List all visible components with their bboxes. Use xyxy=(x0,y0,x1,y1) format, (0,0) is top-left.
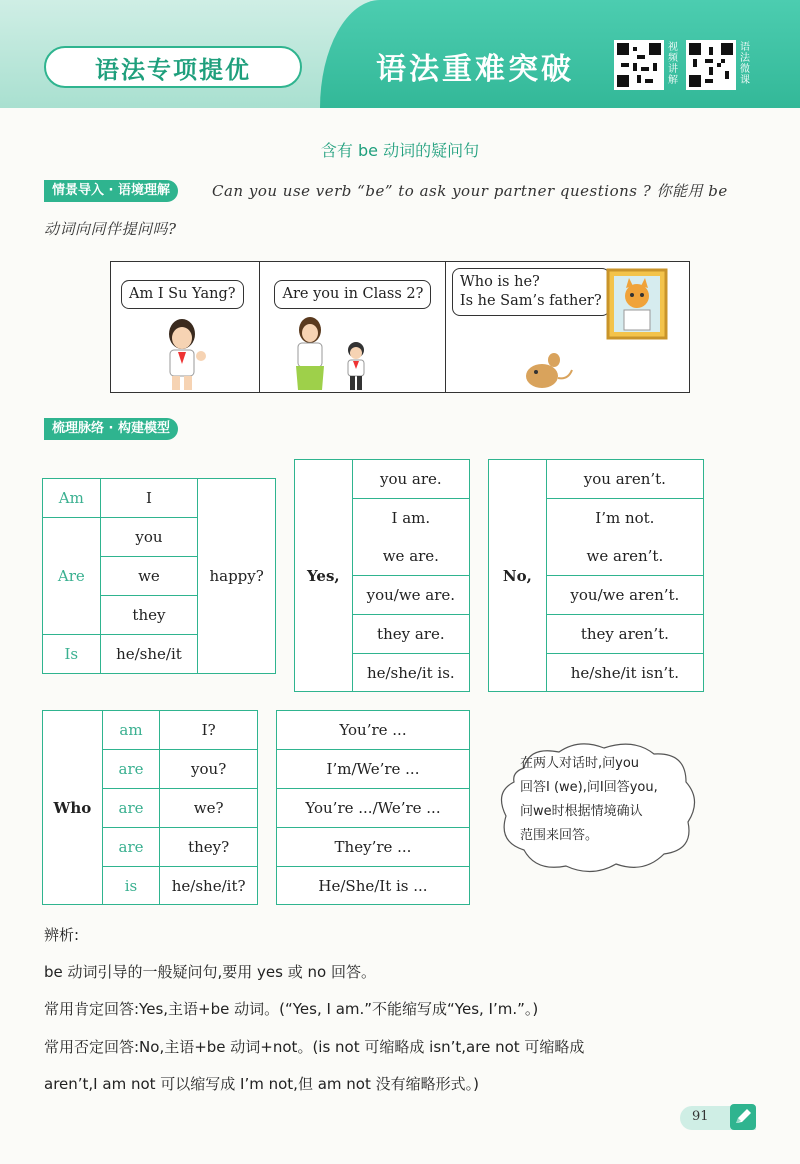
comic-panel-3 xyxy=(446,262,689,392)
girl-illustration-icon xyxy=(146,314,216,392)
answer-cell: he/she/it is. xyxy=(352,654,469,692)
verb-cell: are xyxy=(102,789,160,828)
note-line: 范围来回答。 xyxy=(520,828,599,843)
comic-strip xyxy=(110,261,690,393)
no-label: No, xyxy=(489,460,547,692)
comic-panel-2 xyxy=(260,262,445,392)
qr-label-lesson: 语法微课 xyxy=(740,42,750,86)
who-label: Who xyxy=(43,711,103,905)
explanation-line-3: 常用否定回答:No,主语+be 动词+not。(is not 可缩略成 isn’t,are not 可缩略成 xyxy=(44,1038,585,1056)
subject-cell: he/she/it? xyxy=(160,867,258,905)
qr-code-lesson[interactable] xyxy=(686,40,736,90)
model-tag: 梳理脉络 · 构建模型 xyxy=(44,418,178,440)
answer-cell: I’m/We’re ... xyxy=(277,750,470,789)
answer-cell: they are. xyxy=(352,615,469,654)
verb-cell: is xyxy=(102,867,160,905)
note-line: 回答I (we),问I回答you, xyxy=(520,780,658,795)
subject-cell: you? xyxy=(160,750,258,789)
intro-line-2: 动词向同伴提问吗? xyxy=(44,220,177,238)
comic-panel-1 xyxy=(111,262,260,392)
yes-answer-table xyxy=(294,459,470,692)
subject-cell: we xyxy=(100,557,198,596)
intro-tag: 情景导入 · 语境理解 xyxy=(44,180,178,202)
subject-cell: you xyxy=(100,518,198,557)
pencil-icon xyxy=(730,1104,756,1130)
verb-am: Am xyxy=(43,479,101,518)
answer-cell: You’re .../We’re ... xyxy=(277,789,470,828)
yes-label: Yes, xyxy=(295,460,353,692)
subject-cell: we? xyxy=(160,789,258,828)
be-question-table xyxy=(42,478,276,674)
no-answer-table xyxy=(488,459,704,692)
answer-cell: you are. xyxy=(352,460,469,499)
verb-is: Is xyxy=(43,635,101,674)
who-answer-table xyxy=(276,710,470,905)
answer-cell: You’re ... xyxy=(277,711,470,750)
complement-cell: happy? xyxy=(198,479,276,674)
who-question-table xyxy=(42,710,258,905)
qr-code-icon xyxy=(617,43,661,87)
answer-cell: He/She/It is ... xyxy=(277,867,470,905)
note-line: 在两人对话时,问you xyxy=(520,756,640,771)
bubble-line-1: Who is he? xyxy=(459,274,540,290)
explanation-line-1: be 动词引导的一般疑问句,要用 yes 或 no 回答。 xyxy=(44,963,376,981)
subject-cell: they xyxy=(100,596,198,635)
answer-cell: we are. xyxy=(352,538,469,576)
portrait-frame-icon xyxy=(606,268,668,340)
note-line: 问we时根据情境确认 xyxy=(520,804,643,819)
speech-bubble xyxy=(452,268,610,316)
verb-cell: are xyxy=(102,750,160,789)
teacher-and-boy-illustration-icon xyxy=(282,316,382,392)
qr-label-video: 视频讲解 xyxy=(668,42,678,86)
answer-cell: you/we aren’t. xyxy=(546,576,703,615)
answer-cell: he/she/it isn’t. xyxy=(546,654,703,692)
subject-cell: I xyxy=(100,479,198,518)
answer-cell: you/we are. xyxy=(352,576,469,615)
mouse-illustration-icon xyxy=(516,350,576,390)
header-left-label: 语法专项提优 xyxy=(44,46,302,88)
section-title: 含有 be 动词的疑问句 xyxy=(320,141,480,160)
subject-cell: they? xyxy=(160,828,258,867)
header-title: 语法重难突破 xyxy=(376,52,574,87)
speech-bubble: Are you in Class 2? xyxy=(274,280,431,309)
answer-cell: I am. xyxy=(352,499,469,538)
page-number: 91 xyxy=(692,1109,709,1124)
answer-cell: they aren’t. xyxy=(546,615,703,654)
bubble-line-2: Is he Sam’s father? xyxy=(459,293,602,309)
answer-cell: you aren’t. xyxy=(546,460,703,499)
explanation-heading: 辨析: xyxy=(44,926,80,944)
verb-cell: are xyxy=(102,828,160,867)
subject-cell: I? xyxy=(160,711,258,750)
explanation-line-4: aren’t,I am not 可以缩写成 I’m not,但 am not 没有缩略形式。) xyxy=(44,1075,479,1093)
subject-cell: he/she/it xyxy=(100,635,198,674)
qr-code-video[interactable] xyxy=(614,40,664,90)
note-text xyxy=(520,752,680,848)
answer-cell: I’m not. xyxy=(546,499,703,538)
answer-cell: we aren’t. xyxy=(546,538,703,576)
verb-are: Are xyxy=(43,518,101,635)
intro-line-1: Can you use verb “be” to ask your partner questions ? 你能用 be xyxy=(212,182,728,200)
answer-cell: They’re ... xyxy=(277,828,470,867)
verb-cell: am xyxy=(102,711,160,750)
qr-code-icon xyxy=(689,43,733,87)
speech-bubble: Am I Su Yang? xyxy=(121,280,244,309)
explanation-line-2: 常用肯定回答:Yes,主语+be 动词。(“Yes, I am.”不能缩写成“Yes, I’m.”。) xyxy=(44,1000,539,1018)
